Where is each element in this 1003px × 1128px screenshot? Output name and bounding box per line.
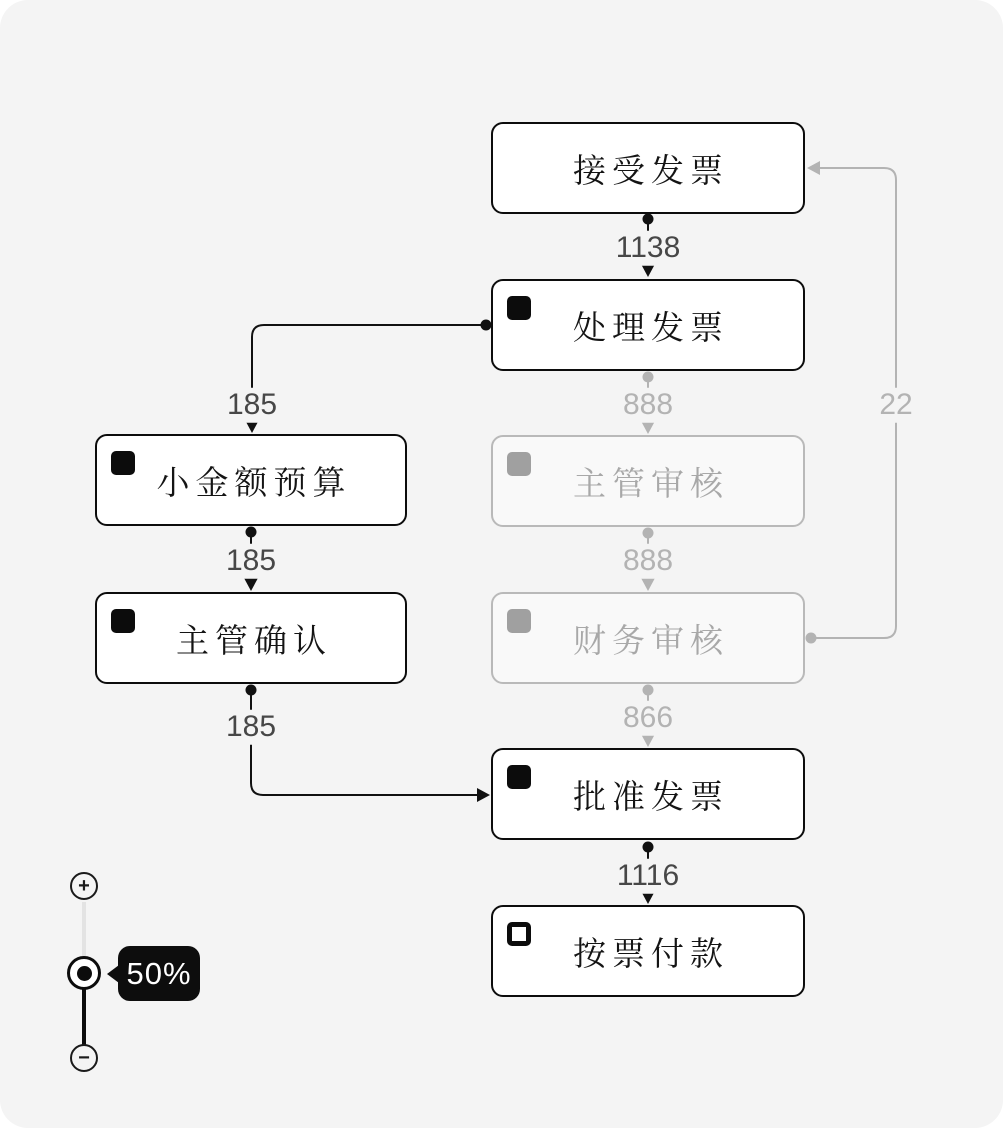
node-approve-invoice[interactable] (491, 748, 805, 840)
node-label: 主管确认 (176, 621, 332, 659)
node-supervisor-confirm[interactable] (95, 592, 407, 684)
edge-count-label: 185 (222, 388, 282, 423)
node-process-invoice[interactable] (491, 279, 805, 371)
zoom-out-button[interactable] (70, 1044, 98, 1072)
activity-marker-icon (111, 609, 135, 633)
thumb-dot-icon (77, 966, 92, 981)
edge-count-label: 185 (221, 544, 281, 579)
node-label: 主管审核 (573, 464, 729, 502)
activity-marker-icon (111, 451, 135, 475)
minus-icon: − (78, 1047, 90, 1069)
zoom-level-value: 50% (126, 955, 192, 991)
activity-marker-icon (507, 609, 531, 633)
activity-marker-icon (507, 452, 531, 476)
node-label: 批准发票 (573, 777, 729, 815)
activity-marker-icon (507, 765, 531, 789)
edge-count-label: 1138 (611, 231, 686, 266)
edge-count-label: 866 (618, 701, 678, 736)
node-small-amount-budget[interactable] (95, 434, 407, 526)
edge-count-label: 888 (618, 388, 678, 423)
plus-icon: + (78, 875, 90, 897)
node-label: 财务审核 (573, 621, 729, 659)
zoom-slider-thumb[interactable] (67, 956, 101, 990)
node-finance-review[interactable] (491, 592, 805, 684)
activity-marker-outlined-icon (507, 922, 531, 946)
edge-count-label: 888 (618, 544, 678, 579)
edge-count-label: 1116 (612, 859, 684, 894)
edge-count-label: 185 (221, 710, 281, 745)
zoom-in-button[interactable] (70, 872, 98, 900)
node-supervisor-review[interactable] (491, 435, 805, 527)
edge-supervisor-confirm-to-approve (246, 685, 491, 803)
node-pay-invoice[interactable] (491, 905, 805, 997)
edge-count-label: 22 (874, 388, 917, 423)
node-label: 按票付款 (573, 934, 729, 972)
activity-marker-icon (507, 296, 531, 320)
zoom-slider-track-lower[interactable] (82, 989, 86, 1045)
node-label: 处理发票 (573, 308, 729, 346)
node-label: 小金额预算 (156, 463, 352, 501)
node-receive-invoice[interactable] (491, 122, 805, 214)
tooltip-arrow (107, 965, 119, 983)
zoom-level-tooltip (118, 946, 200, 1001)
node-label: 接受发票 (573, 151, 729, 189)
zoom-slider-track-upper[interactable] (82, 902, 86, 958)
